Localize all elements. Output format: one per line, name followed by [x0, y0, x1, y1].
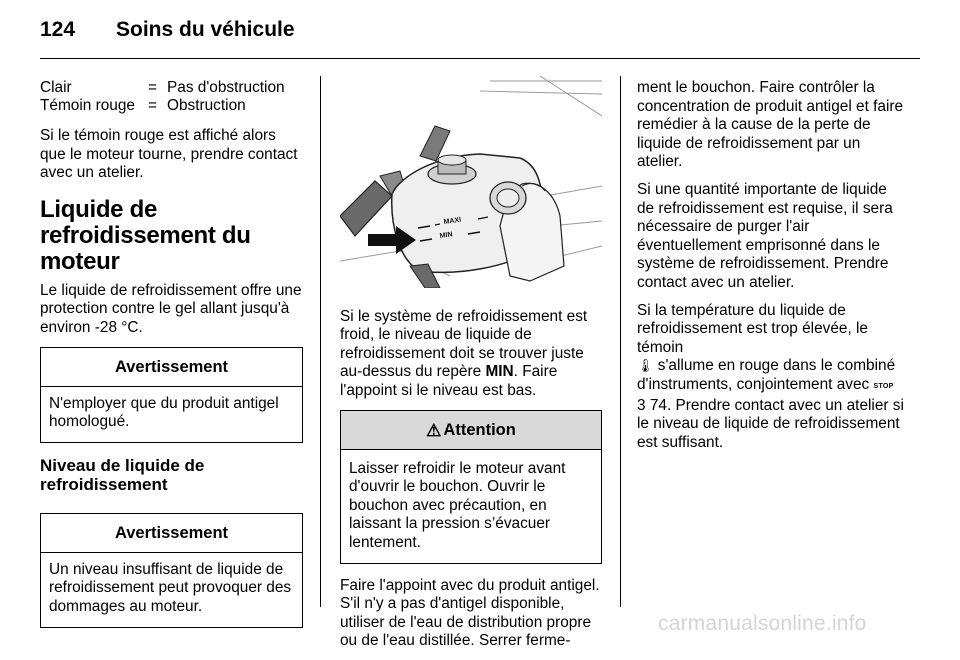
attention-header	[341, 411, 601, 450]
stop-icon: STOP	[873, 382, 894, 390]
legend-equals: =	[148, 79, 157, 96]
text-run: . Faire l'appoint si le niveau est bas.	[340, 363, 558, 399]
paragraph-purge-air: Si une quantité importante de liquide de refroidissement est requise, il sera nécessaire de purger l'air éventuellement emprisonné dans le système de refroidissement. Prendre contact avec un atelier.	[637, 180, 893, 291]
text-run: s'allume en rouge dans le combiné d'instruments, conjointement avec	[637, 357, 896, 393]
text-run: Si la température du liquide de refroidissement est trop élevée, le témoin	[637, 301, 868, 356]
column-divider-2	[620, 76, 621, 607]
warning-box-2	[40, 513, 303, 628]
legend-value: Obstruction	[167, 97, 246, 114]
legend-key: Témoin rouge	[40, 97, 135, 114]
section-heading: Liquide de refroidissement du moteur	[40, 195, 251, 275]
text-run: Si le système de refroidissement est froid, le niveau de liquide de refroidissement doit se trouver juste au-dessus du repère	[340, 307, 588, 381]
column-2	[340, 76, 602, 660]
min-mark-bold: MIN	[485, 363, 514, 381]
warning-text: N'employer que du produit antigel homologué.	[41, 386, 302, 442]
page-header	[40, 18, 295, 42]
column-3	[637, 79, 907, 461]
legend-key: Clair	[40, 79, 72, 96]
attention-text: Laisser refroidir le moteur avant d'ouvrir le bouchon. Ouvrir le bouchon avec précaution, en laissant la pression s’évacuer lentement.	[349, 459, 566, 551]
header-divider	[40, 58, 920, 59]
coolant-reservoir-illustration	[340, 76, 602, 288]
maxi-label: MAXI	[443, 216, 462, 226]
legend-row-red	[40, 97, 305, 115]
warning-triangle-icon: ⚠	[426, 420, 442, 440]
paragraph-topping-up: Faire l'appoint avec du produit antigel. S'il n'y a pas d'antigel disponible, utiliser de l'eau de distribution propre ou de l'eau distillée. Serrer ferme-	[340, 576, 600, 650]
legend-row-clear	[40, 79, 305, 97]
page-title: Soins du véhicule	[116, 18, 295, 41]
paragraph-cap-tighten: ment le bouchon. Faire contrôler la concentration de produit antigel et faire remédier à la cause de la perte de liquide de refroidissement par un atelier.	[637, 79, 904, 171]
warning-text: Un niveau insuffisant de liquide de refroidissement peut provoquer des dommages au moteur.	[41, 552, 302, 627]
warning-title: Avertissement	[114, 357, 229, 376]
text-run: 74. Prendre contact avec un atelier si le niveau de liquide de refroidissement est suffisant.	[637, 396, 904, 451]
attention-title: Attention	[443, 420, 516, 439]
legend-value: Pas d'obstruction	[167, 79, 285, 96]
coolant-temperature-icon: 🌡	[637, 358, 654, 374]
legend-equals: =	[148, 97, 157, 114]
paragraph-temperature	[637, 302, 907, 453]
subsection-heading: Niveau de liquide de refroidissement	[40, 455, 205, 495]
paragraph-antifreeze: Le liquide de refroidissement offre une protection contre le gel allant jusqu'à environ -28 °C.	[40, 281, 302, 336]
paragraph-red-indicator: Si le témoin rouge est affiché alors que le moteur tourne, prendre contact avec un atelier.	[40, 127, 298, 182]
page-reference-icon: 3	[637, 396, 646, 414]
warning-title: Avertissement	[114, 523, 229, 542]
min-label: MIN	[439, 231, 453, 240]
paragraph-coolant-level	[340, 308, 602, 401]
attention-box	[340, 410, 602, 564]
warning-box-1	[40, 347, 303, 443]
page-number: 124	[40, 18, 76, 41]
watermark: carmanualsonline.info	[658, 612, 867, 635]
column-divider-1	[320, 76, 321, 607]
column-1	[40, 79, 305, 628]
